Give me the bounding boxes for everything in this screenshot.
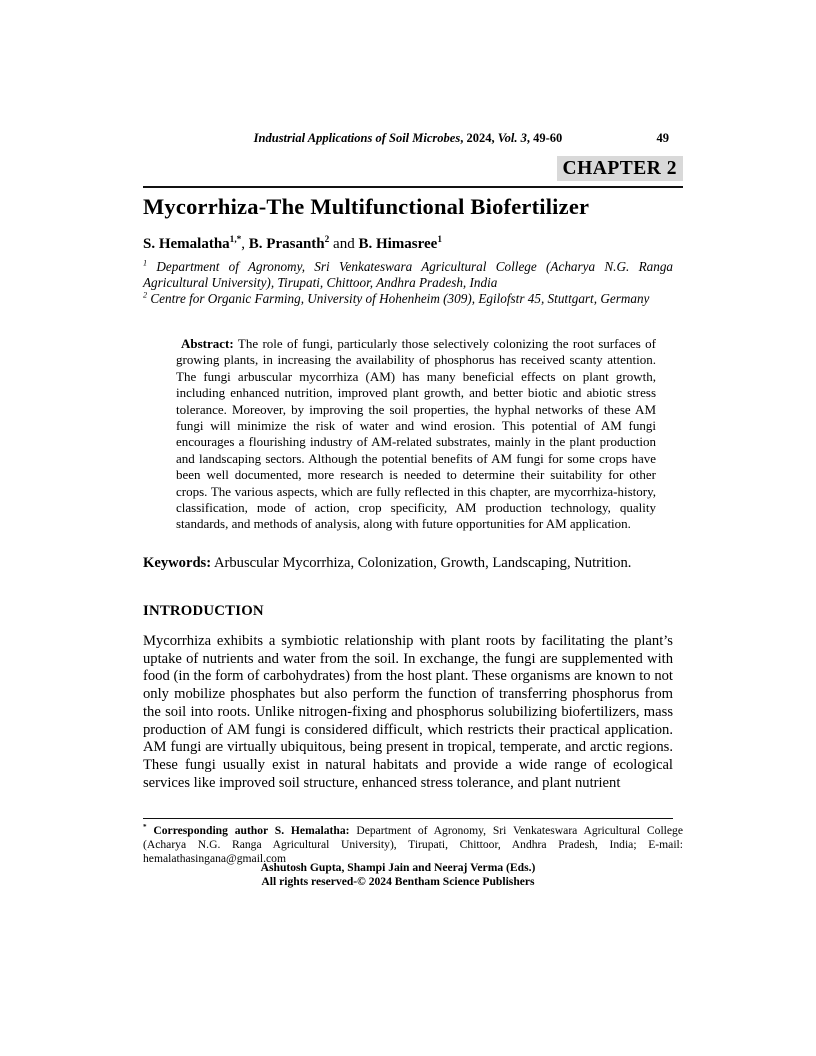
chapter-title: Mycorrhiza-The Multifunctional Biofertilizer <box>143 194 590 219</box>
publisher-block <box>143 861 653 889</box>
affiliation-2-marker: 2 <box>143 290 148 300</box>
running-head-pages: , 49-60 <box>526 131 563 145</box>
abstract-label: Abstract: <box>181 336 234 351</box>
rights-line: All rights reserved-© 2024 Bentham Science Publishers <box>261 874 535 888</box>
introduction-paragraph: Mycorrhiza exhibits a symbiotic relationship with plant roots by facilitating the plant’s uptake of nutrients and water from the soil. In exchange, the fungi are supplemented with food (in the form of carbohydrates) from the host plant. These organisms are known to not only mobilize phosphates but also perform the function of transferring phosphorus from the soil into roots. Unlike nitrogen-fixing and phosphorus solubilizing biofertilizers, mass production of AM fungi is considered difficult, which restricts their practical application. AM fungi are virtually ubiquitous, being present in tropical, temperate, and arctic regions. These fungi usually exist in natural habitats and provide a wide range of ecological services like improved soil structure, enhanced stress tolerance, and plant nutrient <box>143 633 673 791</box>
author-2: B. Prasanth <box>248 236 325 252</box>
chapter-rule <box>143 156 683 188</box>
running-head-year: , 2024, <box>460 131 498 145</box>
affiliation-1-text: Department of Agronomy, Sri Venkateswara Agricultural College (Acharya N.G. Ranga Agricultural University), Tirupati, Chittoor, Andhra Pradesh, India <box>143 259 674 290</box>
footnote-text: Department of Agronomy, Sri Venkateswara Agricultural College (Acharya N.G. Ranga Agricultural University), Tirupati, Chittoor, Andhra Pradesh, India; E-mail: hemalathasingana@gmail.com <box>143 824 683 865</box>
author-1-affiliation-marker: 1,* <box>229 235 242 245</box>
footnote-divider <box>143 818 673 819</box>
section-heading-introduction: INTRODUCTION <box>143 603 264 619</box>
author-2-affiliation-marker: 2 <box>324 235 330 245</box>
author-3: B. Himasree <box>358 236 438 252</box>
keywords-label: Keywords: <box>143 555 212 571</box>
keywords <box>143 554 673 573</box>
running-head-book-title: Industrial Applications of Soil Microbes <box>253 131 461 145</box>
author-1: S. Hemalatha <box>143 236 230 252</box>
authors-separator-2: and <box>329 236 359 252</box>
running-head-volume: Vol. 3 <box>497 131 527 145</box>
keywords-text: Arbuscular Mycorrhiza, Colonization, Growth, Landscaping, Nutrition. <box>213 555 632 571</box>
affiliation-2 <box>143 291 673 307</box>
page-header <box>143 131 673 149</box>
corresponding-author-footnote <box>143 824 683 865</box>
running-head <box>254 131 563 145</box>
footnote-label: Corresponding author S. Hemalatha: <box>153 824 350 837</box>
author-3-affiliation-marker: 1 <box>437 235 442 245</box>
footnote-marker: * <box>143 823 147 832</box>
authors-separator-1: , <box>241 236 249 252</box>
affiliation-1 <box>143 259 673 291</box>
authors-line <box>143 236 673 253</box>
affiliation-1-marker: 1 <box>143 258 148 268</box>
affiliation-2-text: Centre for Organic Farming, University of Hohenheim (309), Egilofstr 45, Stuttgart, Germany <box>150 291 650 306</box>
chapter-badge: CHAPTER 2 <box>557 156 683 181</box>
page-number: 49 <box>656 131 669 145</box>
abstract <box>176 336 656 533</box>
editors-line: Ashutosh Gupta, Shampi Jain and Neeraj Verma (Eds.) <box>260 861 536 874</box>
abstract-text: The role of fungi, particularly those selectively colonizing the root surfaces of growing plants, in increasing the availability of phosphorus has received scanty attention. The fungi arbuscular mycorrhiza (AM) has many beneficial effects on plant growth, including enhanced nutrition, improved plant growth, and better biotic and abiotic stress tolerance. Moreover, by improving the soil properties, the hyphal networks of these AM fungi will minimize the risk of water and wind erosion. This potential of AM fungi encourages a flourishing industry of AM-related substrates, mainly in the plant production and landscaping sectors. Although the potential benefits of AM fungi for some crops have been well documented, more research is needed to determine their suitability for other crops. The various aspects, which are fully reflected in this chapter, are mycorrhiza-history, classification, mode of action, crop specificity, AM production technology, quality standards, and methods of analysis, along with future opportunities for AM application. <box>176 336 657 532</box>
